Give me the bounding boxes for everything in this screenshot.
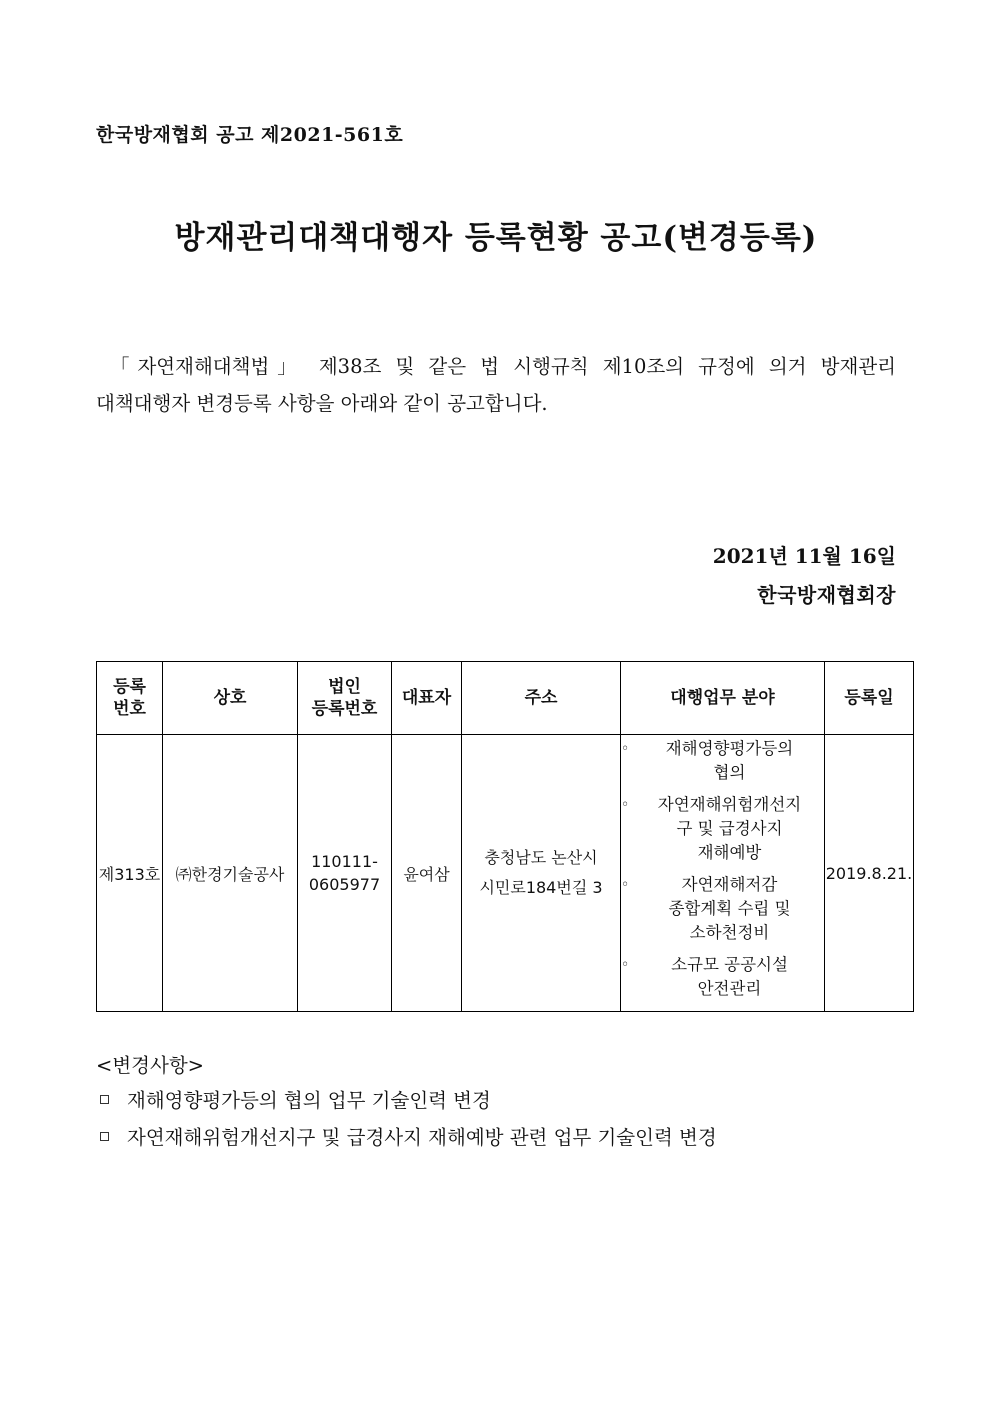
table-header-row [97,662,914,735]
changes-list [100,1086,717,1160]
header-corp-reg-no-line-2: 등록번호 [311,699,378,719]
header-ceo: 대표자 [392,662,462,735]
notice-date: 2021년 11월 16일 [712,544,896,568]
field-item-3-line-1: 자연재해저감 [681,875,778,894]
header-fields: 대행업무 분야 [621,662,825,735]
body-line-2: 대책대행자 변경등록 사항을 아래와 같이 공고합니다. [96,392,548,415]
corp-reg-no-line-2: 0605977 [308,875,381,894]
header-reg-date: 등록일 [825,662,914,735]
cell-company: ㈜한경기술공사 [163,735,298,1012]
body-line-1: 「자연재해대책법」 제38조 및 같은 법 시행규칙 제10조의 규정에 의거 방재관리 [110,355,896,378]
header-corp-reg-no [298,662,392,735]
header-address: 주소 [462,662,621,735]
notice-number: 한국방재협회 공고 제2021-561호 [96,124,404,146]
header-reg-no [97,662,163,735]
field-item [621,953,824,1001]
square-bullet-icon [100,1132,109,1141]
cell-reg-no: 제313호 [97,735,163,1012]
table-row [97,735,914,1012]
field-item-4-line-1: 소규모 공공시설 [671,955,788,974]
field-item-4-line-2: 안전관리 [697,979,762,998]
field-item [621,793,824,865]
cell-corp-reg-no [298,735,392,1012]
header-corp-reg-no-line-1: 법인 [328,677,361,697]
document-title: 방재관리대책대행자 등록현황 공고(변경등록) [174,220,818,256]
field-item-1-line-2: 협의 [713,763,746,782]
cell-ceo: 윤여삼 [392,735,462,1012]
corp-reg-no-line-1: 110111- [311,852,378,871]
changes-heading: <변경사항> [96,1054,205,1077]
list-item [100,1086,717,1123]
cell-address [462,735,621,1012]
body-paragraph [96,348,896,422]
field-item-3-line-3: 소하천정비 [689,923,770,942]
field-item-2-line-1: 자연재해위험개선지 [657,795,802,814]
field-item-1-line-1: 재해영향평가등의 [665,739,794,758]
header-company: 상호 [163,662,298,735]
field-item-3-line-2: 종합계획 수립 및 [668,899,791,918]
field-item [621,873,824,945]
address-line-1: 충청남도 논산시 [484,848,598,867]
cell-reg-date: 2019.8.21. [825,735,914,1012]
field-item-2-line-2: 구 및 급경사지 [676,819,783,838]
cell-fields [621,735,825,1012]
field-list [621,737,824,1001]
field-item-2-line-3: 재해예방 [697,843,762,862]
header-reg-no-line-1: 등록 [113,677,146,697]
address-line-2: 시민로184번길 3 [479,878,603,897]
list-item [100,1123,717,1160]
header-reg-no-line-2: 번호 [113,699,146,719]
square-bullet-icon [100,1095,109,1104]
field-item [621,737,824,785]
change-item-1: 재해영향평가등의 협의 업무 기술인력 변경 [127,1089,491,1112]
change-item-2: 자연재해위험개선지구 및 급경사지 재해예방 관련 업무 기술인력 변경 [127,1126,717,1149]
issuer-name: 한국방재협회장 [757,583,896,607]
registration-table [96,661,914,1012]
